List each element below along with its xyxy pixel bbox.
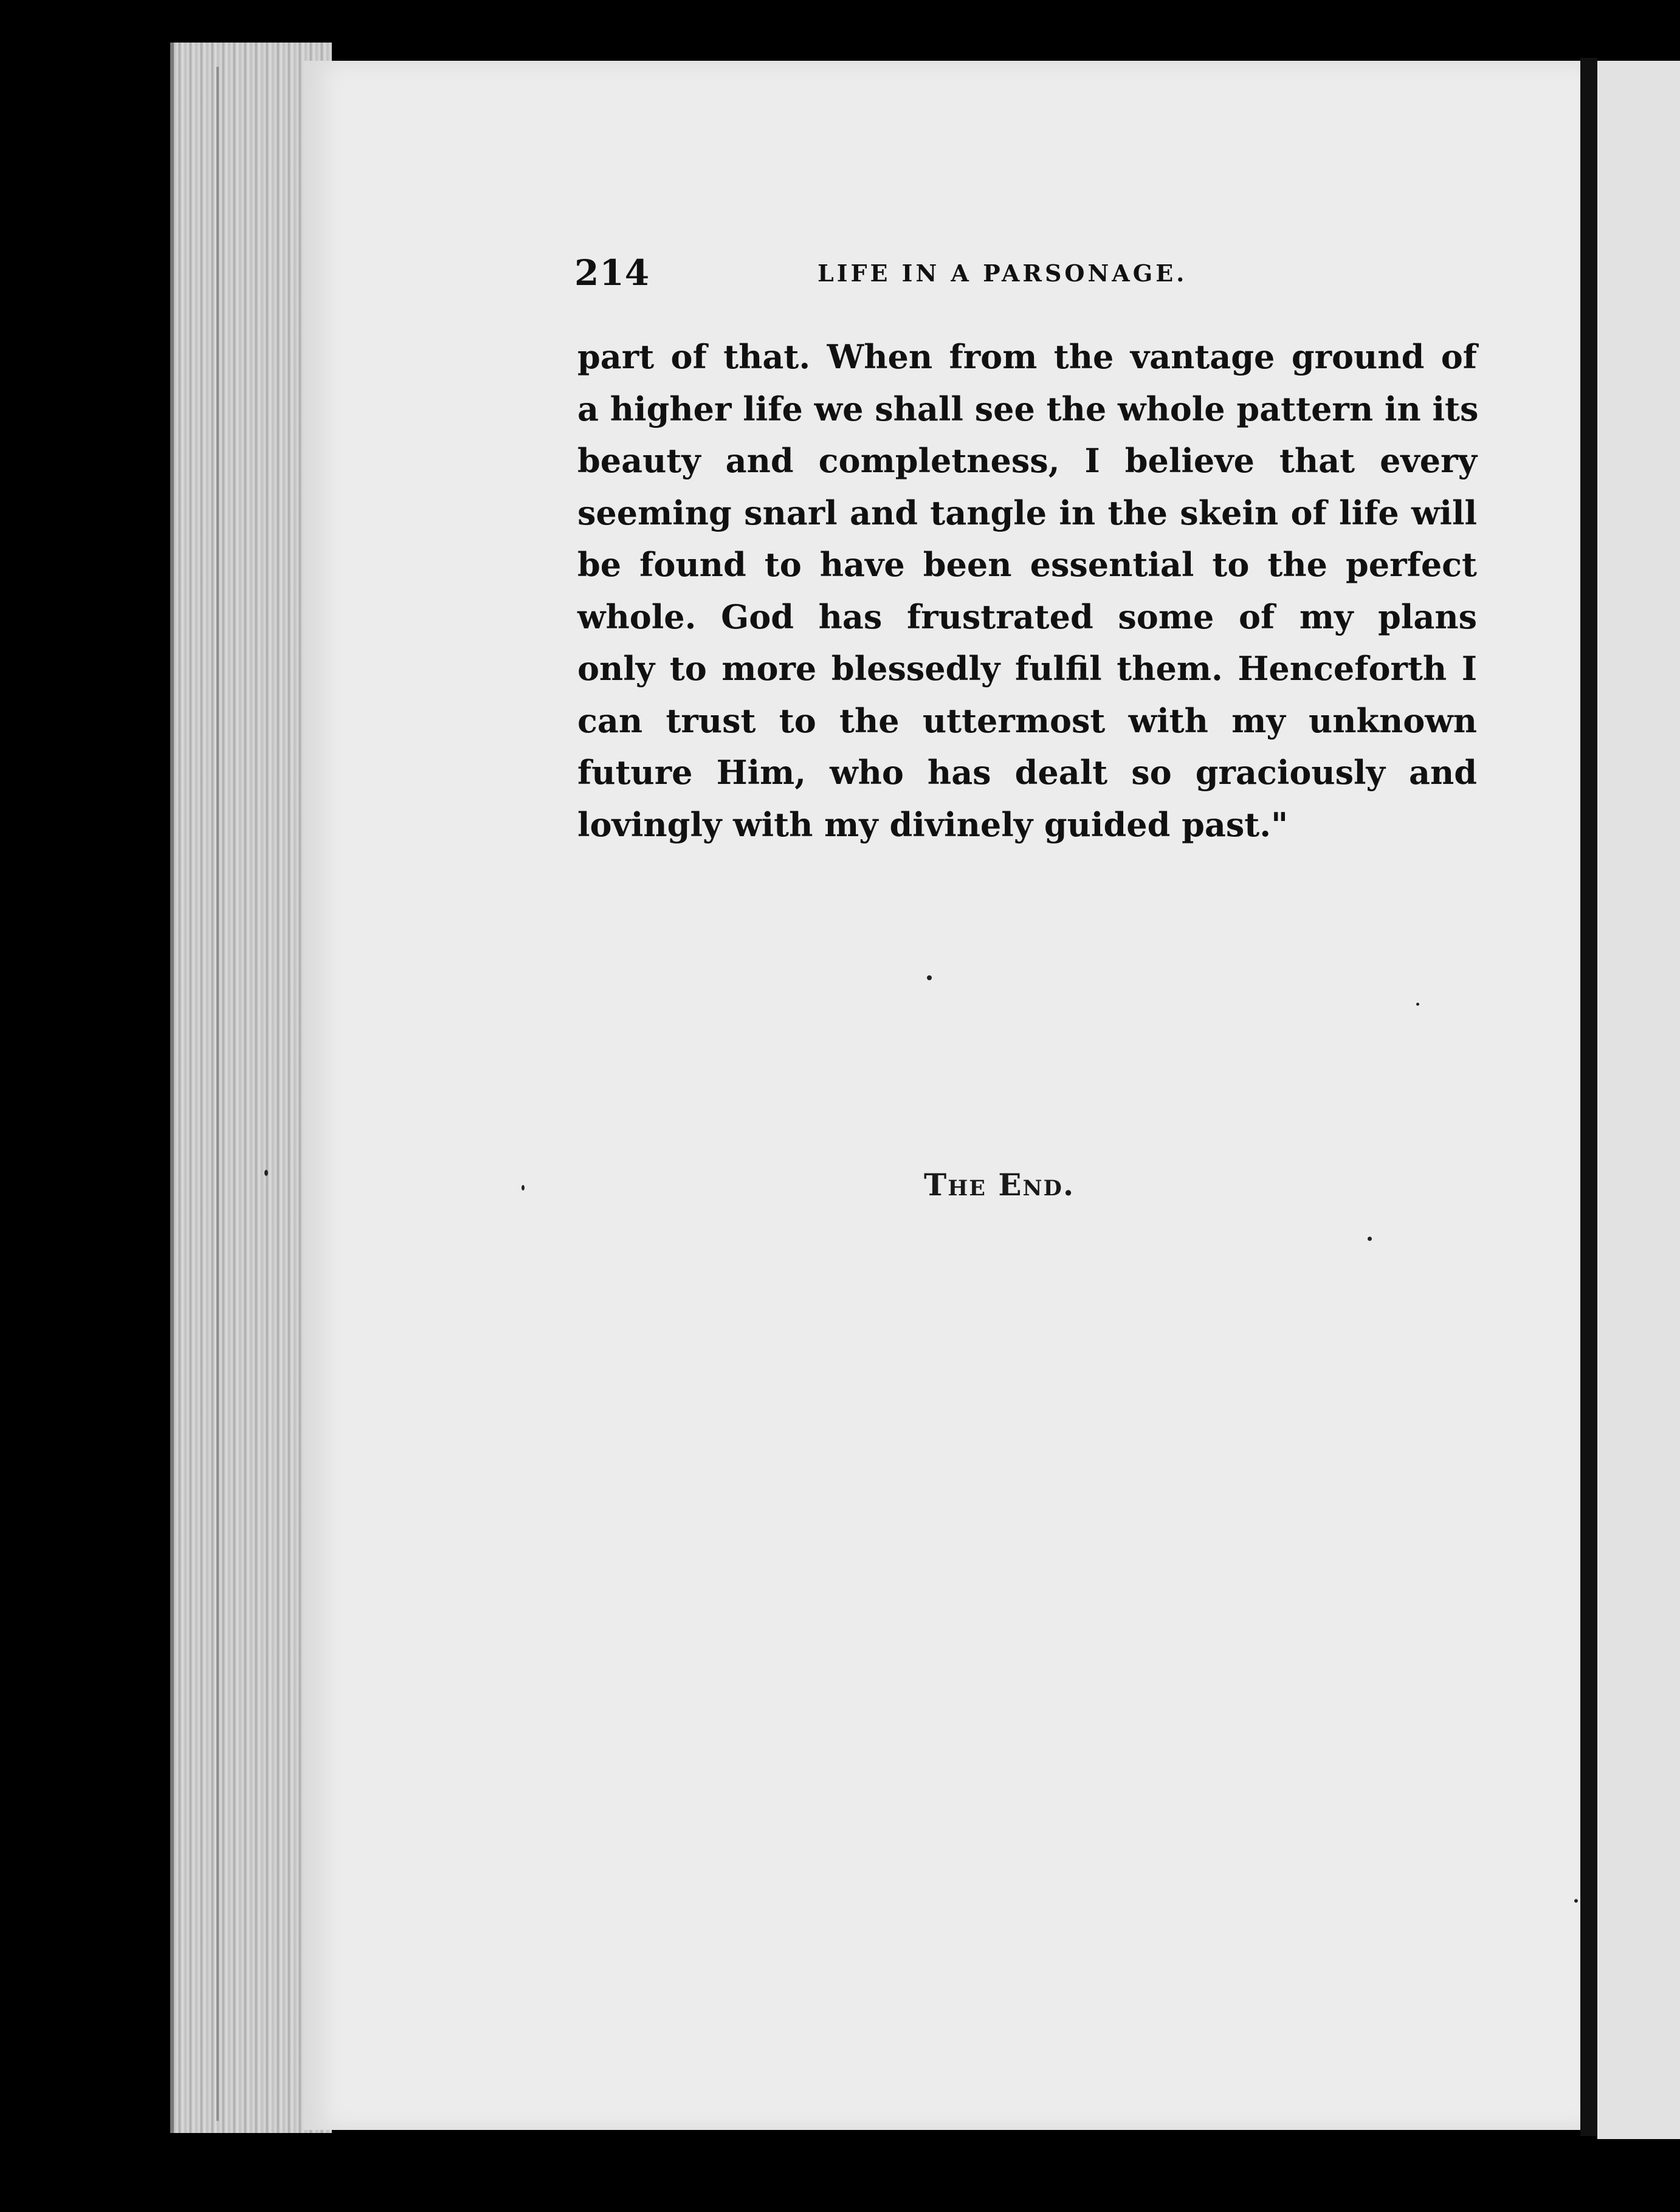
text-line: part of that. When from the vantage ground of xyxy=(577,337,1477,376)
the-end-label: The End. xyxy=(924,1167,1075,1203)
text-line: only to more blessedly fulfil them. Henceforth I xyxy=(577,649,1477,688)
text-line: lovingly with my divinely guided past." xyxy=(577,805,1289,844)
text-line: be found to have been essential to the perfect xyxy=(577,545,1477,584)
binding-gutter xyxy=(1580,58,1597,2136)
body-text xyxy=(577,331,1477,851)
running-head xyxy=(574,252,1474,301)
scan-speck xyxy=(1416,1003,1419,1006)
scan-speck xyxy=(1368,1237,1372,1241)
text-line: a higher life we shall see the whole pattern in its xyxy=(577,389,1479,428)
text-line: can trust to the uttermost with my unknown xyxy=(577,701,1477,740)
scan-speck xyxy=(927,975,932,980)
scan-speck xyxy=(1574,1899,1578,1903)
text-line: whole. God has frustrated some of my plans xyxy=(577,597,1477,636)
text-line: seeming snarl and tangle in the skein of life will xyxy=(577,493,1477,532)
scan-speck xyxy=(522,1185,525,1190)
scan-speck xyxy=(264,1170,268,1176)
header-title: LIFE IN A PARSONAGE. xyxy=(818,259,1188,287)
facing-page-edge xyxy=(1597,61,1680,2139)
page-number: 214 xyxy=(574,252,650,294)
text-line: future Him, who has dealt so graciously and xyxy=(577,753,1477,792)
text-line: beauty and completness, I believe that every xyxy=(577,441,1477,480)
